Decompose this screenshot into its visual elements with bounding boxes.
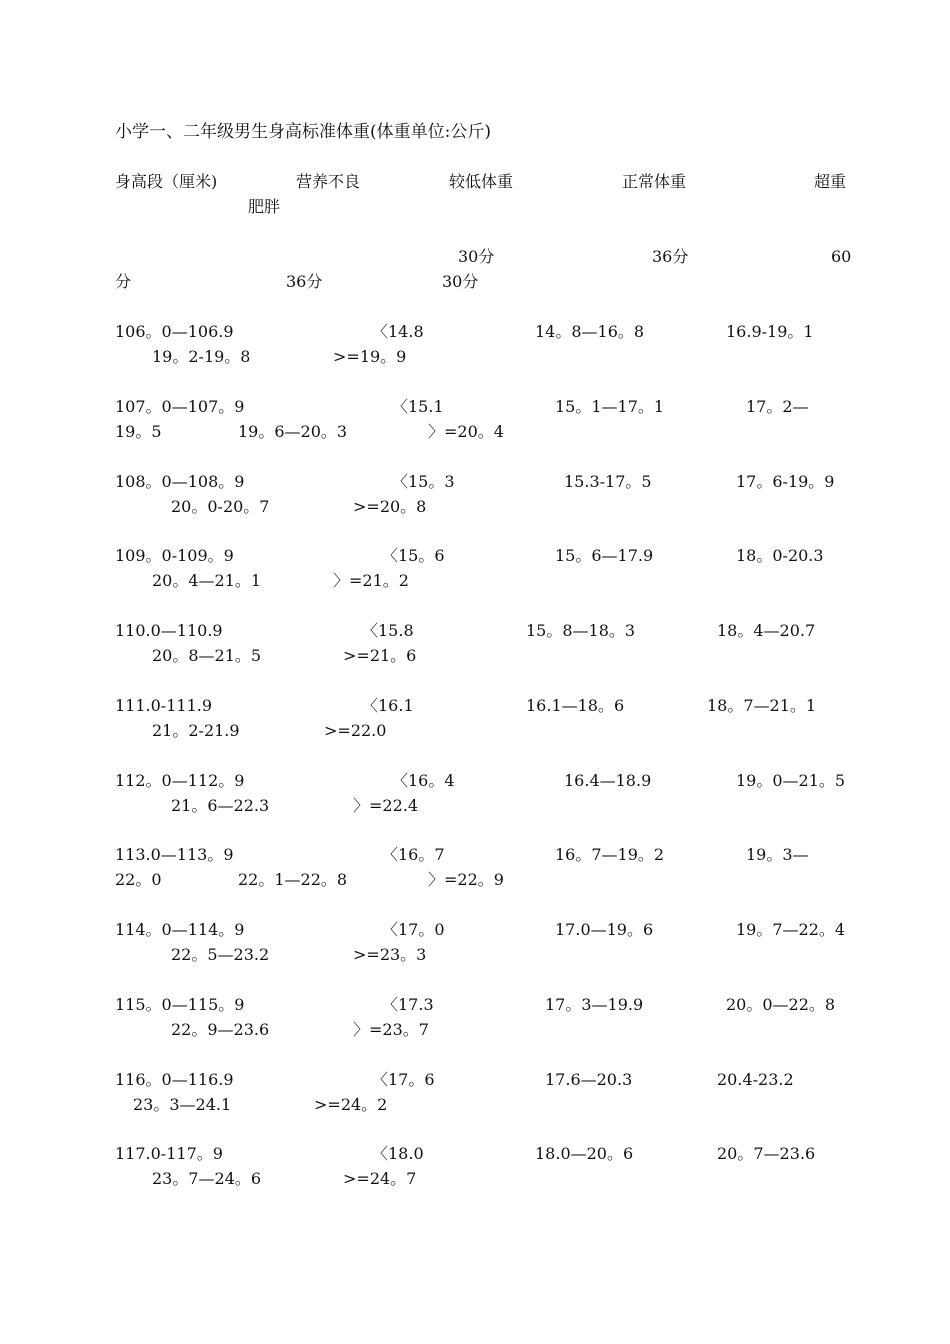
row-normal-weight-b: 22。0	[115, 870, 162, 889]
score-overweight: 36分	[286, 272, 323, 291]
row-range: 108。0—108。9	[115, 472, 245, 491]
row-obese: >=24。7	[343, 1169, 417, 1188]
row-obese: >=20。8	[353, 497, 427, 516]
row-low-weight: 17。3—19.9	[545, 995, 644, 1014]
row-normal-weight: 19。0—21。5	[736, 771, 846, 790]
row-low-weight: 16.4—18.9	[564, 771, 652, 790]
row-normal-weight: 17。6-19。9	[736, 472, 835, 491]
row-obese: 〉=23。7	[353, 1020, 429, 1039]
row-malnutrition: 〈17.3	[382, 995, 434, 1014]
row-overweight: 22。9—23.6	[171, 1020, 270, 1039]
row-range: 109。0-109。9	[115, 546, 234, 565]
row-range: 106。0—106.9	[115, 322, 234, 341]
row-malnutrition: 〈14.8	[372, 322, 424, 341]
header-low-weight: 较低体重	[449, 172, 514, 191]
row-low-weight: 15。6—17.9	[555, 546, 654, 565]
row-normal-weight-b: 19。5	[115, 422, 162, 441]
row-malnutrition: 〈15。6	[382, 546, 445, 565]
row-range: 112。0—112。9	[115, 771, 245, 790]
row-overweight: 21。6—22.3	[171, 796, 270, 815]
score-malnutrition: 30分	[458, 247, 495, 266]
row-obese: >=22.0	[324, 721, 387, 740]
row-low-weight: 15。8—18。3	[526, 621, 636, 640]
header-normal-weight: 正常体重	[622, 172, 687, 191]
row-overweight: 23。3—24.1	[133, 1095, 232, 1114]
row-overweight: 20。0-20。7	[171, 497, 270, 516]
row-malnutrition: 〈16.1	[362, 696, 414, 715]
row-malnutrition: 〈15.1	[392, 397, 444, 416]
row-obese: >=19。9	[333, 347, 407, 366]
score-normal-weight-a: 60	[831, 247, 852, 266]
row-overweight: 20。8—21。5	[152, 646, 262, 665]
row-normal-weight: 16.9-19。1	[726, 322, 814, 341]
row-obese: 〉=22。9	[428, 870, 504, 889]
header-malnutrition: 营养不良	[296, 172, 361, 191]
row-range: 110.0—110.9	[115, 621, 223, 640]
row-low-weight: 14。8—16。8	[535, 322, 645, 341]
row-range: 114。0—114。9	[115, 920, 245, 939]
row-normal-weight: 18。4—20.7	[717, 621, 816, 640]
row-normal-weight: 18。0-20.3	[736, 546, 824, 565]
row-overweight: 19。6—20。3	[238, 422, 348, 441]
row-malnutrition: 〈15.8	[362, 621, 414, 640]
row-overweight: 21。2-21.9	[152, 721, 240, 740]
row-range: 113.0—113。9	[115, 845, 234, 864]
row-low-weight: 15.3-17。5	[564, 472, 652, 491]
row-range: 116。0—116.9	[115, 1070, 234, 1089]
row-low-weight: 16.1—18。6	[526, 696, 625, 715]
row-range: 111.0-111.9	[115, 696, 213, 715]
row-normal-weight-a: 17。2—	[746, 397, 809, 416]
row-normal-weight: 20。7—23.6	[717, 1144, 816, 1163]
row-overweight: 23。7—24。6	[152, 1169, 262, 1188]
row-overweight: 19。2-19。8	[152, 347, 251, 366]
row-obese: >=21。6	[343, 646, 417, 665]
row-low-weight: 17.6—20.3	[545, 1070, 633, 1089]
score-low-weight: 36分	[652, 247, 689, 266]
row-overweight: 22。1—22。8	[238, 870, 348, 889]
document-title: 小学一、二年级男生身高标准体重(体重单位:公斤)	[115, 122, 491, 142]
row-range: 107。0—107。9	[115, 397, 245, 416]
row-overweight: 22。5—23.2	[171, 945, 270, 964]
row-obese: 〉=22.4	[353, 796, 419, 815]
row-obese: 〉=21。2	[333, 571, 409, 590]
header-height-range: 身高段（厘米)	[115, 172, 218, 191]
row-malnutrition: 〈18.0	[372, 1144, 424, 1163]
header-obese: 肥胖	[248, 197, 281, 216]
row-malnutrition: 〈17。6	[372, 1070, 435, 1089]
row-malnutrition: 〈15。3	[392, 472, 455, 491]
row-range: 117.0-117。9	[115, 1144, 223, 1163]
row-obese: 〉=20。4	[428, 422, 504, 441]
row-malnutrition: 〈16。7	[382, 845, 445, 864]
row-normal-weight: 20.4-23.2	[717, 1070, 794, 1089]
row-low-weight: 15。1—17。1	[555, 397, 665, 416]
score-normal-weight-b: 分	[115, 272, 132, 291]
score-obese: 30分	[442, 272, 479, 291]
row-low-weight: 17.0—19。6	[555, 920, 654, 939]
row-low-weight: 18.0—20。6	[535, 1144, 634, 1163]
row-malnutrition: 〈16。4	[392, 771, 455, 790]
row-overweight: 20。4—21。1	[152, 571, 262, 590]
row-normal-weight: 19。7—22。4	[736, 920, 846, 939]
row-obese: >=23。3	[353, 945, 427, 964]
row-normal-weight-a: 19。3—	[746, 845, 809, 864]
row-normal-weight: 18。7—21。1	[707, 696, 817, 715]
header-overweight: 超重	[814, 172, 847, 191]
row-normal-weight: 20。0—22。8	[726, 995, 836, 1014]
row-obese: >=24。2	[314, 1095, 388, 1114]
row-range: 115。0—115。9	[115, 995, 245, 1014]
row-low-weight: 16。7—19。2	[555, 845, 665, 864]
row-malnutrition: 〈17。0	[382, 920, 445, 939]
